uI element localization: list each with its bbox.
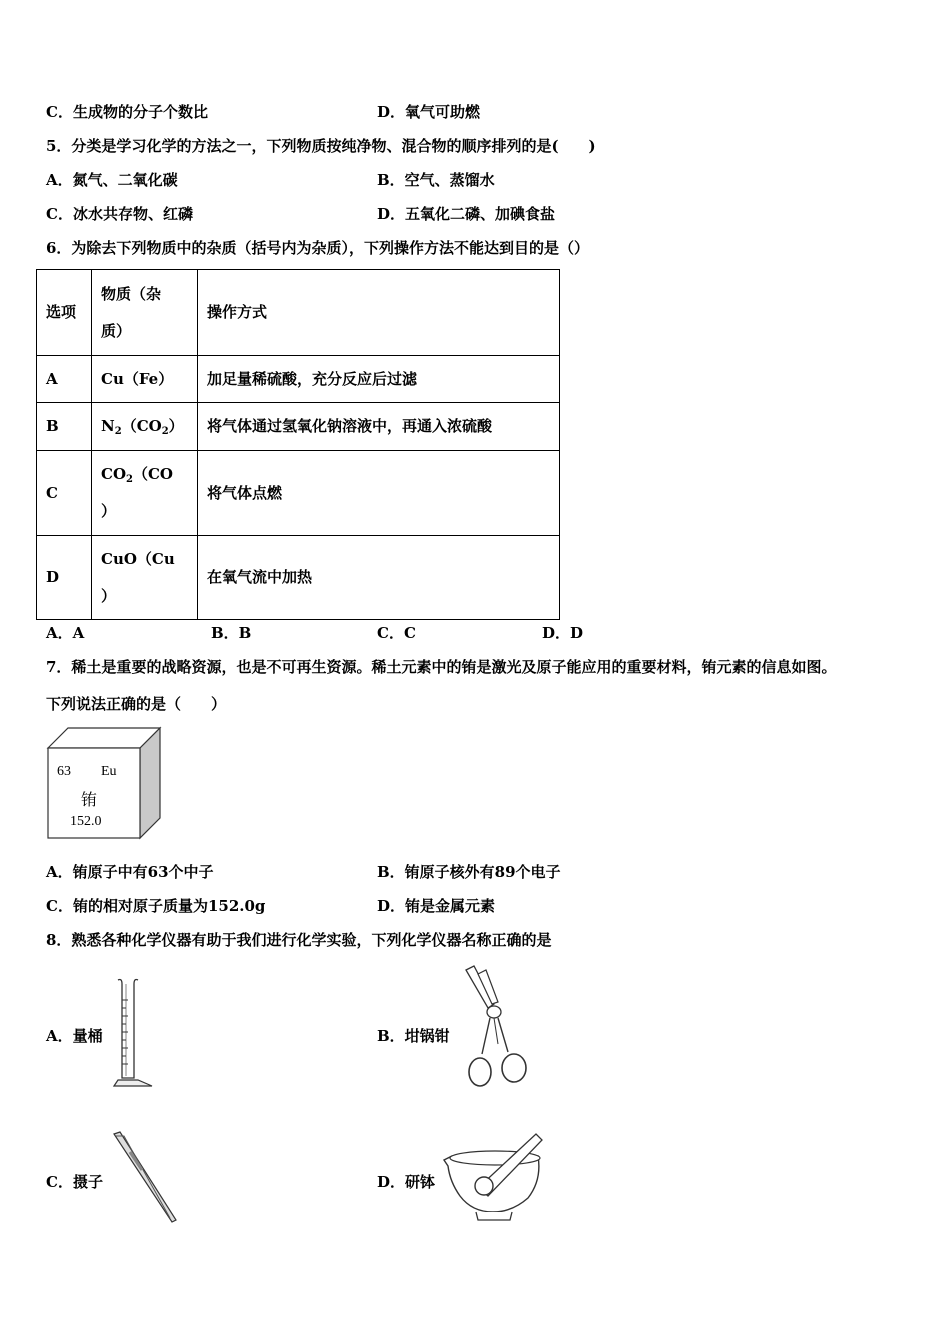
row-d-substance (92, 536, 198, 620)
q6-option-b: B．B (211, 624, 252, 642)
row-d-substance-line1: CuO（Cu (101, 549, 175, 568)
row-d-option: D (37, 536, 92, 620)
q4-option-d: D．氧气可助燃 (377, 103, 481, 121)
table-row (37, 403, 560, 451)
q5-option-a: A．氮气、二氧化碳 (46, 171, 178, 189)
q6-option-c: C．C (377, 624, 416, 642)
table-row (37, 536, 560, 620)
row-c-sub-pre: CO (101, 465, 127, 483)
table-row (37, 451, 560, 536)
header-option: 选项 (37, 270, 92, 356)
q8-stem: 8．熟悉各种化学仪器有助于我们进行化学实验，下列化学仪器名称正确的是 (46, 931, 552, 949)
row-a-option: A (37, 356, 92, 403)
row-b-sub-pre: N (101, 417, 115, 435)
row-c-method: 将气体点燃 (198, 451, 560, 536)
q4-option-c: C．生成物的分子个数比 (46, 103, 208, 121)
row-b-sub-post: ） (168, 417, 184, 435)
q7-option-a: A．铕原子中有63个中子 (46, 863, 214, 881)
header-substance-line1: 物质（杂 (101, 284, 162, 303)
q6-table (36, 269, 560, 620)
q7-option-b: B．铕原子核外有89个电子 (377, 863, 561, 881)
row-a-substance: Cu（Fe） (92, 356, 198, 403)
element-atomic-mass: 152.0 (70, 814, 102, 829)
q5-option-b: B．空气、蒸馏水 (377, 171, 495, 189)
mortar-pestle-icon (438, 1130, 548, 1230)
element-symbol: Eu (101, 764, 117, 779)
row-c-substance-line1 (101, 456, 188, 493)
element-cube-drawing (44, 726, 164, 842)
row-b-sub-mid: （CO (121, 417, 162, 435)
row-c-substance (92, 451, 198, 536)
q7-stem-line1: 7．稀土是重要的战略资源，也是不可再生资源。稀土元素中的铕是激光及原子能应用的重要材料，铕元素的信息如图。 (46, 658, 837, 676)
row-c-sub-mid: （CO (132, 465, 173, 483)
row-c-substance-line2: ） (101, 502, 117, 520)
q8-option-a: A．量桶 (46, 1027, 103, 1045)
element-card-europium (44, 726, 164, 842)
crucible-tongs-icon (458, 964, 538, 1094)
row-b-option: B (37, 403, 92, 451)
q8-option-c: C．摄子 (46, 1173, 103, 1191)
q8-option-d: D．研钵 (377, 1173, 436, 1191)
header-substance (92, 270, 198, 356)
table-header-row (37, 270, 560, 356)
row-d-substance-line2: ） (101, 586, 117, 605)
q7-option-c: C．铕的相对原子质量为152.0g (46, 897, 266, 915)
q6-option-d: D．D (542, 624, 584, 642)
q5-option-d: D．五氧化二磷、加碘食盐 (377, 205, 556, 223)
header-method: 操作方式 (198, 270, 560, 356)
row-c-sub-n1: 2 (126, 474, 133, 485)
element-atomic-number: 63 (57, 764, 71, 779)
row-d-method: 在氧气流中加热 (198, 536, 560, 620)
q6-option-a: A．A (46, 624, 85, 642)
element-name: 铕 (81, 790, 98, 809)
row-c-option: C (37, 451, 92, 536)
row-b-method: 将气体通过氢氧化钠溶液中，再通入浓硫酸 (198, 403, 560, 451)
row-a-method: 加足量稀硫酸，充分反应后过滤 (198, 356, 560, 403)
table-row (37, 356, 560, 403)
q5-stem: 5．分类是学习化学的方法之一，下列物质按纯净物、混合物的顺序排列的是( ) (46, 137, 596, 155)
row-b-substance (92, 403, 198, 451)
q5-option-c: C．冰水共存物、红磷 (46, 205, 193, 223)
q7-option-d: D．铕是金属元素 (377, 897, 496, 915)
tweezers-icon (110, 1130, 182, 1230)
row-b-sub-n2: 2 (161, 426, 169, 437)
row-b-sub-n1: 2 (114, 426, 122, 437)
q7-stem-line2: 下列说法正确的是（ ） (46, 695, 227, 713)
q6-stem: 6．为除去下列物质中的杂质（括号内为杂质），下列操作方法不能达到目的是（） (46, 239, 589, 257)
graduated-cylinder-icon (108, 976, 160, 1094)
header-substance-line2: 质） (101, 321, 132, 340)
q8-option-b: B．坩锅钳 (377, 1027, 450, 1045)
